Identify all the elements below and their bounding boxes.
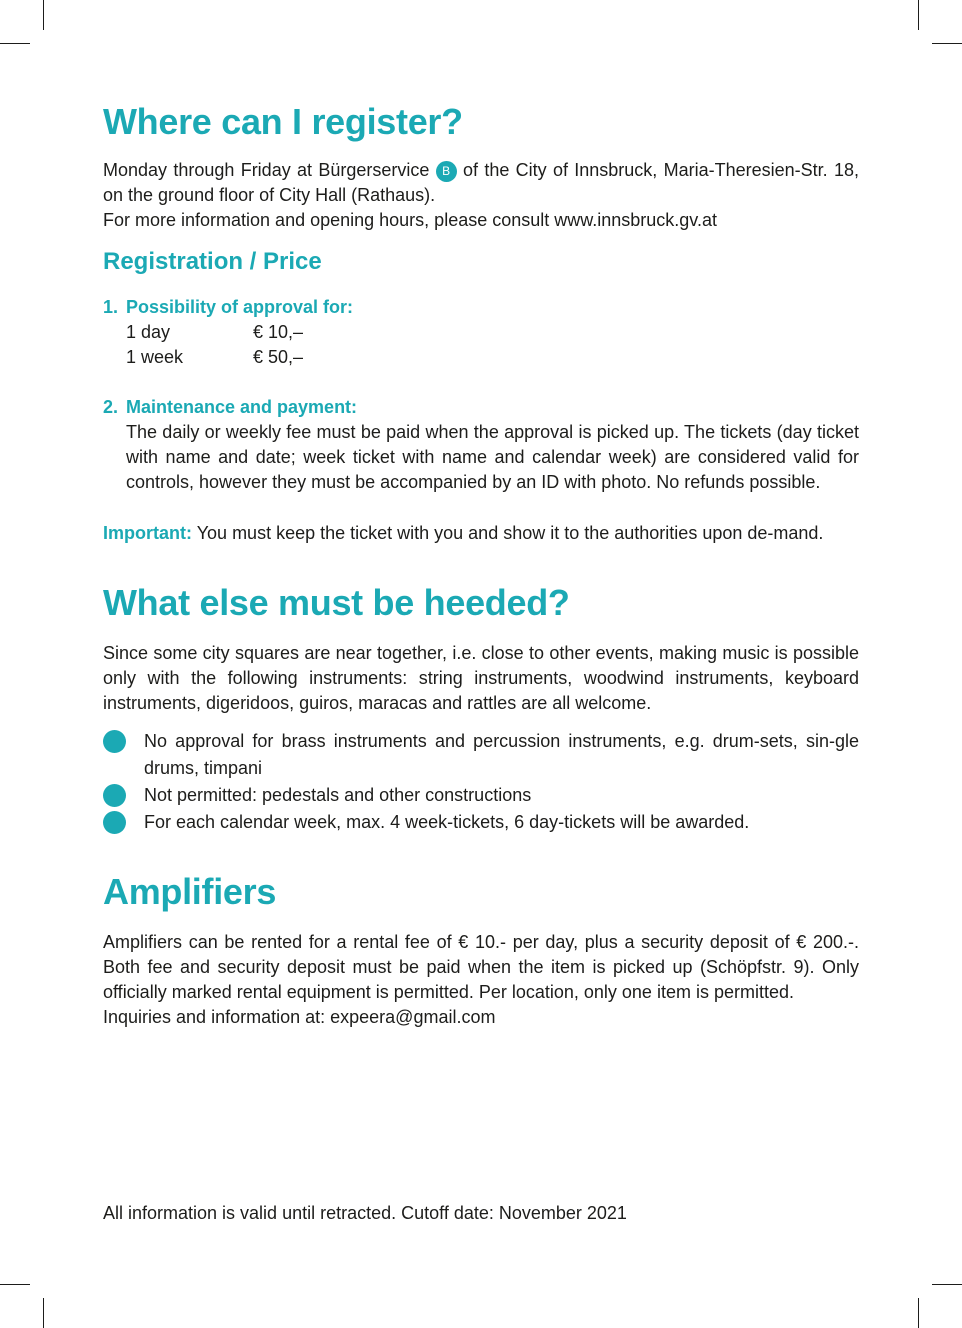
crop-mark [918, 0, 919, 30]
register-text-after-badge: of the City of Innsbruck, Maria-Theresien-Str. 18, on the ground floor of City Hall (Rathaus). [103, 160, 859, 205]
important-label: Important: [103, 523, 192, 543]
register-section [103, 100, 859, 233]
page-content [103, 100, 859, 1030]
bullet-text: For each calendar week, max. 4 week-tickets, 6 day-tickets will be awarded. [144, 812, 750, 832]
heeded-heading: What else must be heeded? [103, 582, 570, 623]
more-info-text: For more information and opening hours, please consult www.innsbruck.gv.at [103, 210, 717, 230]
amplifiers-heading: Amplifiers [103, 871, 277, 912]
register-paragraph [103, 158, 859, 208]
price-duration: 1 week [126, 347, 184, 367]
amplifiers-text: Amplifiers can be rented for a rental fee of € 10.- per day, plus a security deposit of € 200.-. Both fee and security deposit must be paid when the item is picked up (Schöpfstr. 9). Only officially marked rental equipment is permitted. Per location, only one item is permitted. [103, 932, 859, 1002]
heeded-bullet-list [103, 728, 859, 836]
registration-price-section [103, 247, 859, 547]
price-value: € 10,– [253, 322, 304, 342]
footer-note: All information is valid until retracted. Cutoff date: November 2021 [103, 1203, 627, 1223]
list-item [103, 809, 859, 836]
price-row-day [126, 320, 859, 345]
crop-mark [43, 0, 44, 30]
crop-mark [0, 1284, 30, 1285]
crop-mark [43, 1298, 44, 1328]
heeded-intro: Since some city squares are near together, i.e. close to other events, making music is possible only with the following instruments: string instruments, woodwind instruments, keyboard instruments, digeridoos, guiros, maracas and rattles are all welcome. [103, 643, 859, 713]
maintenance-item-title: Maintenance and payment: [126, 397, 358, 417]
approval-item-number: 1. [103, 297, 119, 317]
crop-mark [918, 1298, 919, 1328]
important-text: You must keep the ticket with you and show it to the authorities upon de-mand. [196, 523, 824, 543]
register-heading: Where can I register? [103, 101, 463, 142]
important-note [103, 520, 859, 547]
heeded-section [103, 581, 859, 836]
register-text-before-badge: Monday through Friday at Bürgerservice [103, 160, 430, 180]
approval-item-title: Possibility of approval for: [126, 297, 354, 317]
location-badge-b: B [436, 161, 457, 182]
crop-mark [932, 43, 962, 44]
price-row-week [126, 345, 859, 370]
list-item [103, 728, 859, 782]
maintenance-item-text: The daily or weekly fee must be paid when the approval is picked up. The tickets (day ticket with name and date; week ticket with name and calendar week) are considered valid for controls, however they must be accompanied by an ID with photo. No refunds possible. [126, 422, 859, 492]
bullet-dot-icon [103, 811, 126, 834]
price-value: € 50,– [253, 347, 304, 367]
maintenance-item [103, 395, 859, 495]
crop-mark [0, 43, 30, 44]
amplifiers-section [103, 870, 859, 1030]
price-duration: 1 day [126, 322, 171, 342]
maintenance-item-number: 2. [103, 397, 119, 417]
bullet-dot-icon [103, 784, 126, 807]
bullet-text: Not permitted: pedestals and other constructions [144, 785, 532, 805]
registration-price-heading: Registration / Price [103, 248, 322, 275]
list-item [103, 782, 859, 809]
approval-item [103, 295, 859, 370]
bullet-dot-icon [103, 730, 126, 753]
bullet-text: No approval for brass instruments and percussion instruments, e.g. drum-sets, sin-gle drums, timpani [144, 731, 859, 778]
inquiries-text: Inquiries and information at: expeera@gmail.com [103, 1007, 496, 1027]
crop-mark [932, 1284, 962, 1285]
